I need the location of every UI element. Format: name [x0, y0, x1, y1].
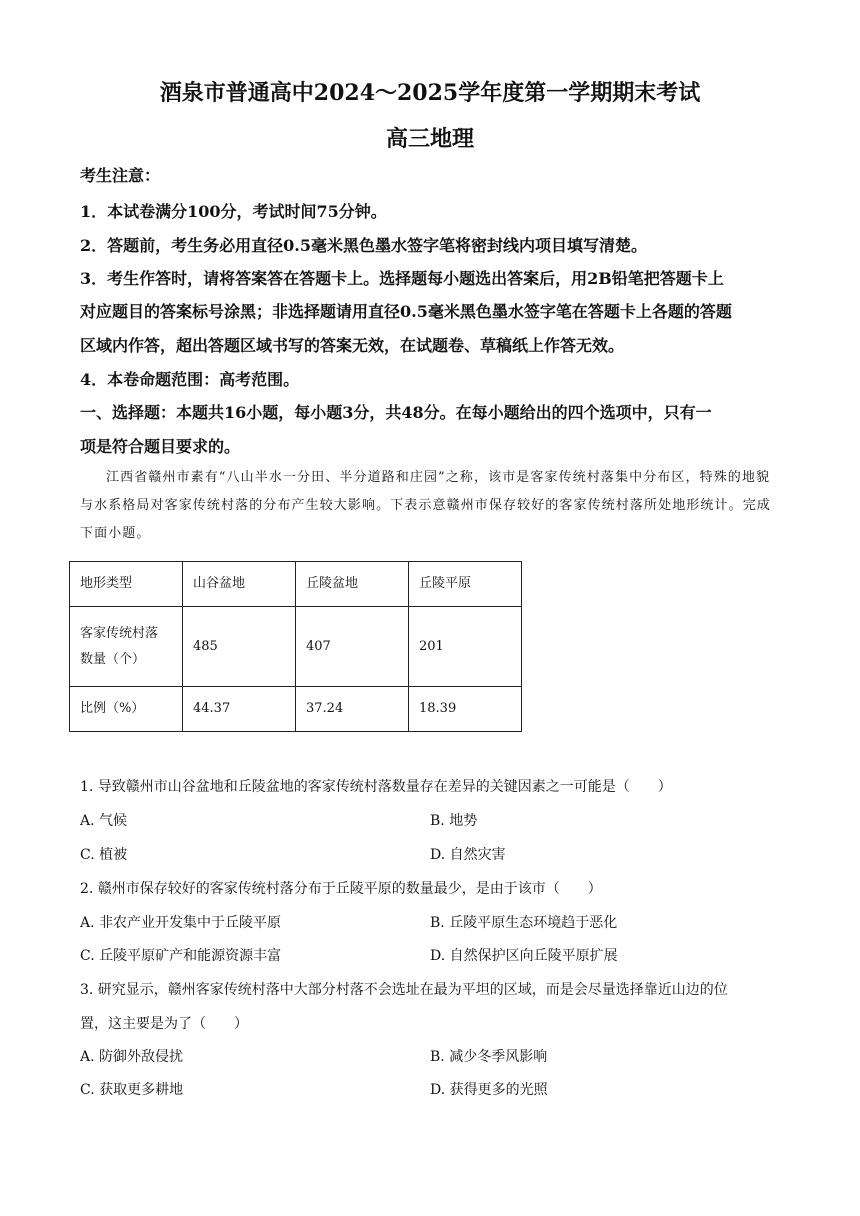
section-heading: 一、选择题：本题共16小题，每小题3分，共48分。在每小题给出的四个选项中，只有一 [80, 403, 712, 422]
notice-line: 1．本试卷满分100分，考试时间75分钟。 [80, 202, 387, 221]
table-cell: 407 [296, 607, 409, 687]
table-row [70, 687, 522, 732]
table-header-cell: 地形类型 [70, 562, 183, 607]
notice-line: 2．答题前，考生务必用直径0.5毫米黑色墨水签字笔将密封线内项目填写清楚。 [80, 236, 647, 255]
notice-line: 对应题目的答案标号涂黑；非选择题请用直径0.5毫米黑色墨水签字笔在答题卡上各题的答题 [80, 302, 732, 321]
exam-subject: 高三地理 [385, 126, 474, 152]
question-3: 3. 研究显示，赣州客家传统村落中大部分村落不会选址在最为平坦的区域，而是会尽量选择靠近山边的位 [80, 982, 728, 998]
table-header-cell: 山谷盆地 [183, 562, 296, 607]
notice-heading: 考生注意： [80, 166, 161, 185]
option-d: D. 获得更多的光照 [430, 1082, 548, 1098]
table-cell: 201 [409, 607, 522, 687]
section-heading: 项是符合题目要求的。 [80, 437, 241, 456]
option-a: A. 非农产业开发集中于丘陵平原 [80, 915, 282, 931]
table-row [70, 562, 522, 607]
table-row [70, 607, 522, 687]
terrain-table [69, 561, 522, 732]
option-b: B. 丘陵平原生态环境趋于恶化 [430, 915, 618, 931]
row-label: 数量（个） [80, 651, 146, 667]
notice-line: 区域内作答，超出答题区域书写的答案无效，在试题卷、草稿纸上作答无效。 [80, 336, 625, 355]
option-b: B. 减少冬季风影响 [430, 1049, 548, 1065]
table-cell [70, 607, 183, 687]
row-label: 客家传统村落 [80, 625, 159, 641]
table-cell: 485 [183, 607, 296, 687]
notice-line: 4．本卷命题范围：高考范围。 [80, 370, 300, 389]
table-cell: 37.24 [296, 687, 409, 732]
question-1: 1. 导致赣州市山谷盆地和丘陵盆地的客家传统村落数量存在差异的关键因素之一可能是（ ） [80, 779, 672, 795]
table-cell: 18.39 [409, 687, 522, 732]
question-2: 2. 赣州市保存较好的客家传统村落分布于丘陵平原的数量最少，是由于该市（ ） [80, 881, 602, 897]
table-cell: 比例（%） [70, 687, 183, 732]
option-c: C. 植被 [80, 847, 128, 863]
table-header-cell: 丘陵盆地 [296, 562, 409, 607]
exam-title: 酒泉市普通高中2024～2025学年度第一学期期末考试 [159, 80, 701, 106]
option-a: A. 防御外敌侵扰 [80, 1049, 184, 1065]
table-cell: 44.37 [183, 687, 296, 732]
table-header-cell: 丘陵平原 [409, 562, 522, 607]
notice-line: 3．考生作答时，请将答案答在答题卡上。选择题每小题选出答案后，用2B铅笔把答题卡上 [80, 269, 724, 288]
option-a: A. 气候 [80, 813, 128, 829]
option-c: C. 获取更多耕地 [80, 1082, 184, 1098]
option-d: D. 自然灾害 [430, 847, 506, 863]
option-c: C. 丘陵平原矿产和能源资源丰富 [80, 948, 282, 964]
option-b: B. 地势 [430, 813, 478, 829]
question-3-continued: 置，这主要是为了（ ） [80, 1016, 248, 1032]
option-d: D. 自然保护区向丘陵平原扩展 [430, 948, 618, 964]
intro-paragraph: 江西省赣州市素有“八山半水一分田、半分道路和庄园”之称，该市是客家传统村落集中分布区，特殊的地貌与水系格局对客家传统村落的分布产生较大影响。下表示意赣州市保存较好的客家传统村落所处地形统计。完成下面小题。 [80, 470, 771, 541]
